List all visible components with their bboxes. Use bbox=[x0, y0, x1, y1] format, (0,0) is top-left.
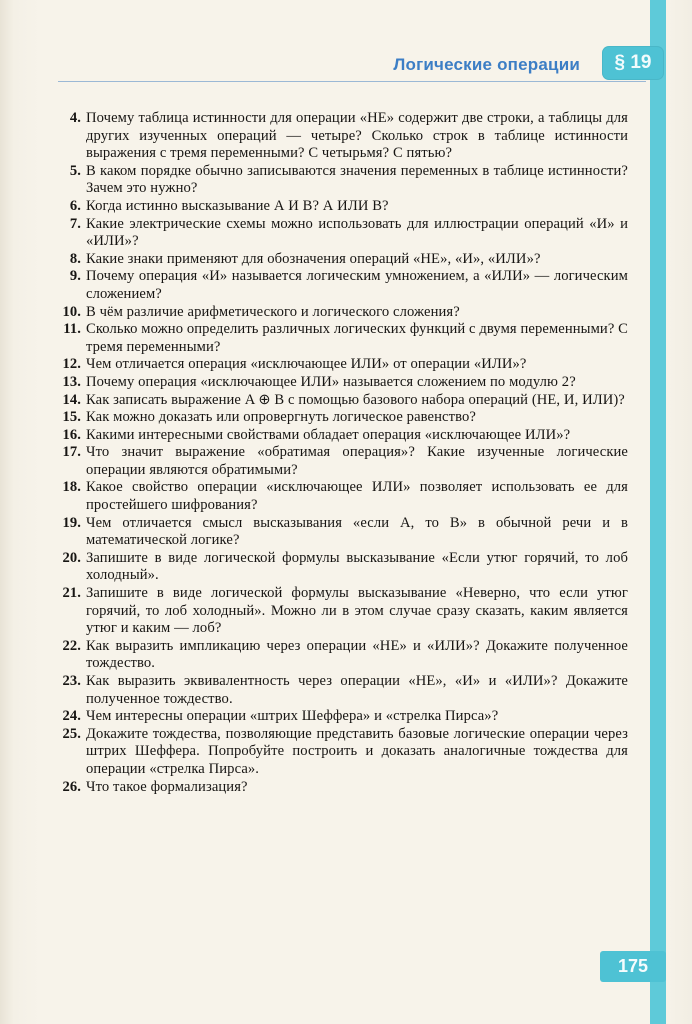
question-text: Когда истинно высказывание А И В? А ИЛИ В? bbox=[86, 197, 389, 214]
question-text: Чем отличается смысл высказывания «если А, то В» в обычной речи и в математической логике? bbox=[86, 514, 628, 549]
question-item bbox=[56, 268, 628, 303]
header-rule bbox=[58, 81, 646, 82]
question-text: Почему операция «исключающее ИЛИ» называется сложением по модулю 2? bbox=[86, 373, 576, 390]
question-number: 16. bbox=[62, 426, 81, 443]
question-number: 14. bbox=[62, 391, 81, 408]
question-text: Запишите в виде логической формулы высказывание «Неверно, что если утюг горячий, то лоб холодный». Можно ли в этом случае сразу сказать, каким является утюг и каким — лоб? bbox=[86, 585, 628, 637]
question-text: Сколько можно определить различных логических функций с двумя переменными? С тремя переменными? bbox=[86, 321, 628, 355]
question-number: 15. bbox=[62, 409, 81, 426]
question-text: Какими интересными свойствами обладает операция «исключающее ИЛИ»? bbox=[86, 426, 571, 443]
question-text: Как выразить импликацию через операции «НЕ» и «ИЛИ»? Докажите полученное тождество. bbox=[86, 637, 628, 672]
question-text: Какое свойство операции «исключающее ИЛИ» позволяет использовать ее для простейшего шифрования? bbox=[86, 479, 628, 514]
question-text: Какие знаки применяют для обозначения операций «НЕ», «И», «ИЛИ»? bbox=[86, 250, 541, 267]
side-stripe bbox=[650, 0, 666, 1024]
question-number: 9. bbox=[69, 268, 81, 285]
question-text: Что значит выражение «обратимая операция»? Какие изученные логические операции являются обратимыми? bbox=[86, 444, 628, 478]
question-number: 5. bbox=[69, 162, 81, 179]
question-number: 10. bbox=[62, 303, 81, 320]
question-number: 21. bbox=[62, 585, 81, 602]
questions-list bbox=[56, 110, 628, 796]
question-number: 25. bbox=[62, 725, 81, 742]
question-item bbox=[56, 585, 628, 638]
question-number: 19. bbox=[62, 514, 81, 531]
question-item bbox=[56, 163, 628, 198]
question-text: Почему таблица истинности для операции «НЕ» содержит две строки, а таблицы для других изученных операций — четыре? Сколько строк в таблице истинности выражения с тремя переменными? С четырьмя? С пятью? bbox=[86, 110, 628, 162]
question-number: 13. bbox=[62, 373, 81, 390]
question-number: 17. bbox=[62, 444, 81, 461]
question-number: 11. bbox=[63, 321, 81, 338]
question-number: 6. bbox=[69, 197, 81, 214]
page-number-badge: 175 bbox=[600, 951, 666, 982]
question-item bbox=[56, 638, 628, 673]
question-text: Как выразить эквивалентность через операции «НЕ», «И» и «ИЛИ»? Докажите полученное тождество. bbox=[86, 673, 628, 707]
question-text: В каком порядке обычно записываются значения переменных в таблице истинности? Зачем это нужно? bbox=[86, 162, 628, 197]
question-item bbox=[56, 708, 628, 726]
question-text: В чём различие арифметического и логического сложения? bbox=[86, 303, 460, 320]
question-text: Как можно доказать или опровергнуть логическое равенство? bbox=[86, 409, 476, 426]
question-item bbox=[56, 726, 628, 779]
question-number: 12. bbox=[62, 356, 81, 373]
question-item bbox=[56, 444, 628, 479]
question-item bbox=[56, 409, 628, 427]
question-number: 20. bbox=[62, 549, 81, 566]
question-text: Докажите тождества, позволяющие представить базовые логические операции через штрих Шеффера. Попробуйте построить и доказать аналогичные тождества для операции «стрелка Пирса». bbox=[86, 725, 628, 777]
question-item bbox=[56, 304, 628, 322]
question-number: 18. bbox=[62, 479, 81, 496]
section-badge: § 19 bbox=[602, 46, 664, 80]
question-item bbox=[56, 110, 628, 163]
question-text: Чем интересны операции «штрих Шеффера» и «стрелка Пирса»? bbox=[86, 708, 499, 725]
question-item bbox=[56, 321, 628, 356]
question-number: 22. bbox=[62, 637, 81, 654]
question-number: 8. bbox=[69, 250, 81, 267]
page-header-title: Логические операции bbox=[393, 55, 580, 74]
question-item bbox=[56, 392, 628, 410]
question-number: 7. bbox=[69, 215, 81, 232]
question-item bbox=[56, 374, 628, 392]
question-number: 23. bbox=[62, 673, 81, 689]
question-item bbox=[56, 198, 628, 216]
question-text: Что такое формализация? bbox=[86, 778, 248, 795]
question-number: 4. bbox=[69, 110, 81, 126]
question-text: Почему операция «И» называется логическим умножением, а «ИЛИ» — логическим сложением? bbox=[86, 268, 628, 302]
question-item bbox=[56, 216, 628, 251]
question-item bbox=[56, 550, 628, 585]
question-item bbox=[56, 427, 628, 445]
question-item bbox=[56, 479, 628, 514]
question-item bbox=[56, 673, 628, 708]
question-item bbox=[56, 356, 628, 374]
question-text: Чем отличается операция «исключающее ИЛИ» от операции «ИЛИ»? bbox=[86, 356, 527, 373]
question-item bbox=[56, 515, 628, 550]
question-number: 26. bbox=[62, 778, 81, 795]
question-item bbox=[56, 251, 628, 269]
question-text: Какие электрические схемы можно использовать для иллюстрации операций «И» и «ИЛИ»? bbox=[86, 215, 628, 250]
question-number: 24. bbox=[62, 708, 81, 725]
question-text: Запишите в виде логической формулы высказывание «Если утюг горячий, то лоб холодный». bbox=[86, 549, 628, 584]
question-text: Как записать выражение A ⊕ B с помощью базового набора операций (НЕ, И, ИЛИ)? bbox=[86, 391, 625, 408]
question-item bbox=[56, 779, 628, 797]
